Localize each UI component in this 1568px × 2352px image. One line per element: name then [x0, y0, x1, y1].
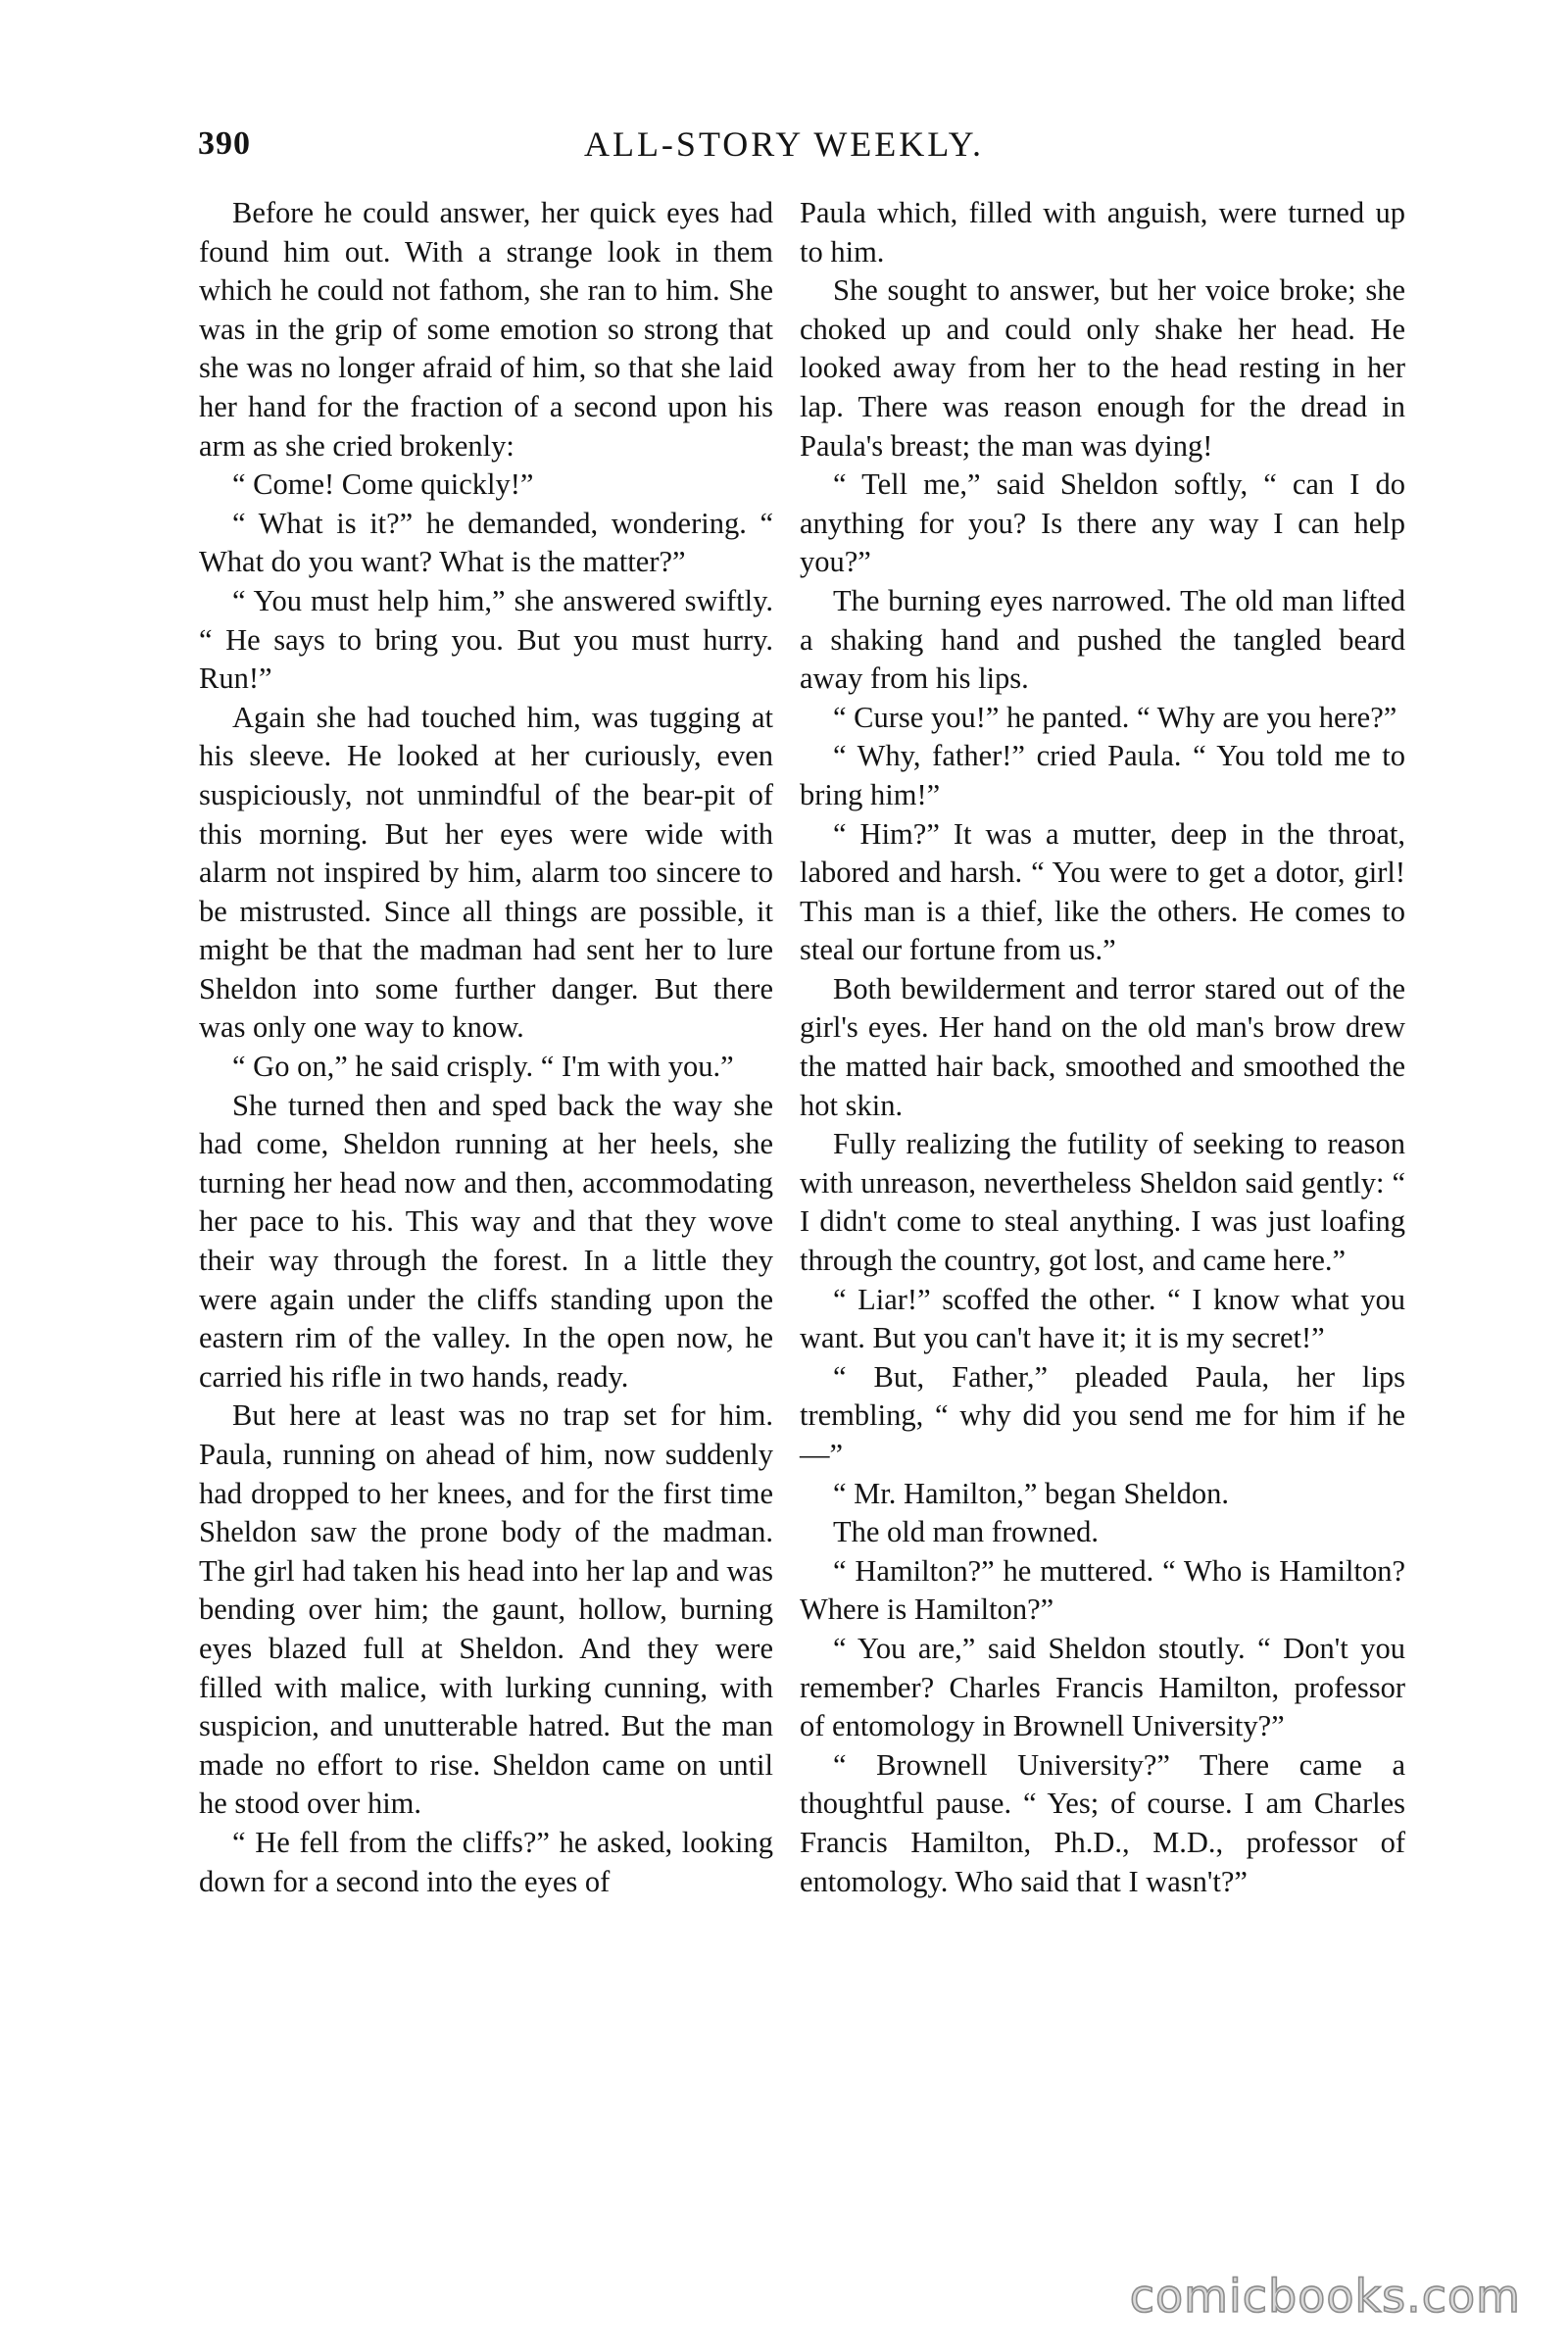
paragraph: “ Curse you!” he panted. “ Why are you here?”	[833, 700, 1397, 734]
paragraph: Again she had touched him, was tugging at his sleeve. He looked at her curiously, even suspiciously, not unmindful of the bear-pit of this morning. But her eyes were wide with alarm not inspired by him, alarm too sincere to be mistrusted. Since all things are possible, it might be that the madman had sent her to lure Sheldon into some further danger. But there was only one way to know.	[199, 700, 773, 1045]
paragraph: “ Brownell University?” There came a thoughtful pause. “ Yes; of course. I am Charles Francis Hamilton, Ph.D., M.D., professor of entomology. Who said that I wasn't?”	[800, 1747, 1405, 1898]
paragraph: “ You are,” said Sheldon stoutly. “ Don't you remember? Charles Francis Hamilton, professor of entomology in Brownell University?”	[800, 1631, 1405, 1743]
paragraph: “ Come! Come quickly!”	[232, 467, 534, 502]
paragraph: “ Why, father!” cried Paula. “ You told me to bring him!”	[800, 739, 1405, 811]
paragraph: “ Him?” It was a mutter, deep in the throat, labored and harsh. “ You were to get a dotor, girl! This man is a thief, like the others. He comes to steal our fortune from us.”	[800, 816, 1405, 967]
paragraph: “ You must help him,” she answered swiftly. “ He says to bring you. But you must hurry. Run!”	[199, 583, 773, 696]
running-head	[0, 116, 1568, 174]
paragraph: “ Mr. Hamilton,” began Sheldon.	[833, 1476, 1230, 1510]
paragraph: She sought to answer, but her voice broke; she choked up and could only shake her head. He looked away from her to the head resting in her lap. There was reason enough for the dread in Paula's breast; the man was dying!	[800, 273, 1405, 463]
paragraph: The burning eyes narrowed. The old man lifted a shaking hand and pushed the tangled beard away from his lips.	[800, 583, 1405, 696]
paragraph: She turned then and sped back the way she had come, Sheldon running at her heels, she turning her head now and then, accommodating her pace to his. This way and that they wove their way through the forest. In a little they were again under the cliffs standing upon the eastern rim of the valley. In the open now, he carried his rifle in two hands, ready.	[199, 1088, 773, 1394]
paragraph: Fully realizing the futility of seeking to reason with unreason, nevertheless Sheldon said gently: “ I didn't come to steal anything. I was just loafing through the country, got lost, and came here.”	[800, 1127, 1405, 1278]
paragraph: But here at least was no trap set for him. Paula, running on ahead of him, now suddenly had dropped to her knees, and for the first time Sheldon saw the prone body of the madman. The girl had taken his head into her lap and was bending over him; the gaunt, hollow, burning eyes blazed full at Sheldon. And they were filled with malice, with lurking cunning, with suspicion, and unutterable hatred. But the man made no effort to rise. Sheldon came on until he stood over him.	[199, 1398, 773, 1821]
paragraph: Both bewilderment and terror stared out of the girl's eyes. Her hand on the old man's brow drew the matted hair back, smoothed and smoothed the hot skin.	[800, 971, 1405, 1122]
paragraph: “ What is it?” he demanded, wondering. “ What do you want? What is the matter?”	[199, 506, 773, 579]
paragraph: The old man frowned.	[833, 1515, 1100, 1549]
paragraph: “ Liar!” scoffed the other. “ I know what you want. But you can't have it; it is my secret!”	[800, 1282, 1405, 1355]
left-column	[199, 194, 773, 1901]
paragraph-continued: Paula which, filled with anguish, were turned up to him.	[800, 196, 1405, 269]
paragraph: “ Go on,” he said crisply. “ I'm with you.”	[232, 1050, 734, 1084]
page-number: 390	[198, 125, 251, 162]
paragraph: “ Tell me,” said Sheldon softly, “ can I do anything for you? Is there any way I can help you?”	[800, 467, 1405, 579]
paragraph: “ Hamilton?” he muttered. “ Who is Hamilton? Where is Hamilton?”	[800, 1553, 1405, 1627]
magazine-title: ALL-STORY WEEKLY.	[583, 124, 985, 164]
paragraph: “ He fell from the cliffs?” he asked, looking down for a second into the eyes of	[199, 1825, 773, 1898]
right-column	[800, 194, 1405, 1901]
paragraph: Before he could answer, her quick eyes had found him out. With a strange look in them which he could not fathom, she ran to him. She was in the grip of some emotion so strong that she was no longer afraid of him, so that she laid her hand for the fraction of a second upon his arm as she cried brokenly:	[199, 196, 773, 463]
watermark: comicbooks.com	[1129, 2270, 1521, 2323]
paragraph: “ But, Father,” pleaded Paula, her lips trembling, “ why did you send me for him if he—”	[800, 1359, 1405, 1471]
